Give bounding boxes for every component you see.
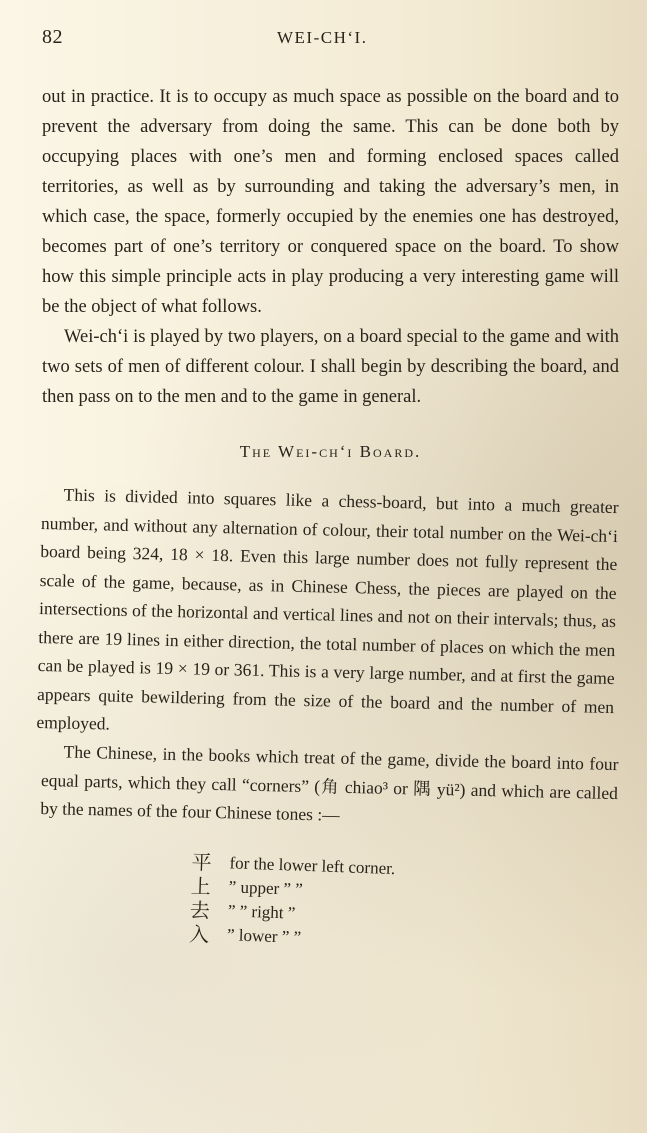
tone-character: 入: [188, 921, 210, 947]
running-head: WEI-CH‘I.: [277, 28, 368, 47]
section-title: [42, 442, 619, 462]
section-title-text: The Wei-ch‘i Board.: [239, 442, 422, 461]
paragraph-3: This is divided into squares like a chess-board, but into a much greater number, and without any alternation of colour, their total number on the Wei-ch‘i board being 324, 18 × 18. Even this large number does not fully represent the scale of the game, because, as in Chinese Chess, the pieces are played on the intersections of the horizontal and vertical lines and not on their intervals; thus, as there are 19 lines in either direction, the total number of places on which the men can be played is 19 × 19 or 361. This is a very large number, and at first the game appears quite bewildering from the size of the board and the number of men employed.: [36, 484, 619, 734]
tone-description: ” lower ” ”: [226, 925, 302, 947]
paragraph-4: The Chinese, in the books which treat of the game, divide the board into four equal parts, which they call “corners” (角 chiao³ or 隅 yü²) and which are called by the names of the four Chinese tones :—: [40, 740, 619, 825]
page-number: 82: [42, 26, 63, 48]
tone-character: 上: [190, 873, 212, 899]
tone-list: [189, 850, 619, 961]
paragraph-2: Wei-ch‘i is played by two players, on a board special to the game and with two sets of men of different colour. I shall begin by describing the board, and then pass on to the men and to the game in general.: [42, 327, 619, 407]
tone-description: ” ” right ”: [227, 901, 296, 923]
page-header: [42, 26, 619, 54]
tone-description: for the lower left corner.: [229, 853, 396, 879]
tone-description: ” upper ” ”: [228, 877, 304, 899]
tone-character: 平: [191, 850, 212, 875]
paragraph-1: out in practice. It is to occupy as much space as possible on the board and to prevent the adversary from doing the same. This can be done both by occupying places with one’s men and forming enclosed spaces called territories, as well as by surrounding and taking the adversary’s men, in which case, the space, formerly occupied by the enemies one has destroyed, becomes part of one’s territory or conquered space on the board. To show how this simple principle acts in play producing a very interesting game will be the object of what follows.: [42, 87, 619, 317]
tone-character: 去: [189, 897, 211, 923]
